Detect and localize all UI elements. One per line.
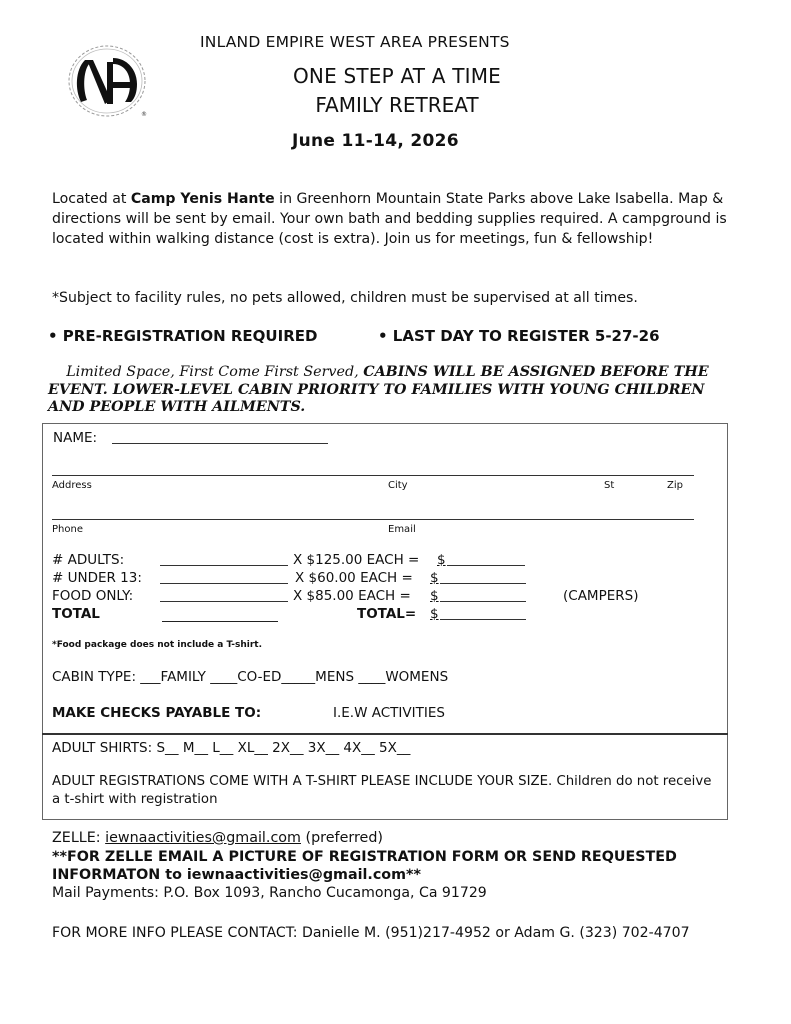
bullet-row [48,327,660,345]
zelle-preferred: (preferred) [300,830,384,846]
food-package-note: *Food package does not include a T-shirt. [52,640,263,650]
zelle-instructions: **FOR ZELLE EMAIL A PICTURE OF REGISTRATION FORM OR SEND REQUESTED INFORMATON to iewnaactivities@gmail.com** [52,849,677,883]
notice-bold: CABINS WILL BE ASSIGNED BEFORE THE EVENT. LOWER-LEVEL CABIN PRIORITY TO FAMILIES WITH YOUNG CHILDREN AND PEOPLE WITH AILMENTS. [48,364,709,415]
zelle-email-link[interactable]: iewnaactivities@gmail.com [105,830,301,846]
registered-mark: ® [141,111,147,118]
adults-qty-field[interactable] [160,565,288,566]
total-qty-field[interactable] [162,621,278,622]
city-label: City [388,480,408,491]
event-title-line2 [0,93,791,117]
intro-prefix: Located at [52,191,131,207]
food-only-qty-field[interactable] [160,601,288,602]
last-day-bullet: • LAST DAY TO REGISTER 5-27-26 [378,327,660,345]
total-eq-label: TOTAL= [357,606,417,622]
event-title-line1 [0,64,791,88]
adult-shirt-sizes[interactable]: ADULT SHIRTS: S__ M__ L__ XL__ 2X__ 3X__ 4X__ 5X__ [52,740,411,756]
email-label: Email [388,524,416,535]
event-title-line1-text: ONE STEP AT A TIME [292,64,501,88]
state-label: St [604,480,615,491]
campers-note: (CAMPERS) [563,588,639,604]
fee-price: X $60.00 EACH = [295,570,413,586]
camp-name: Camp Yenis Hante [130,191,275,207]
phone-email-field[interactable] [52,519,694,520]
name-field[interactable] [112,443,328,444]
fee-label: FOOD ONLY: [52,588,134,604]
fee-label: # UNDER 13: [52,570,142,586]
zip-label: Zip [667,480,683,491]
checks-payable-value: I.E.W ACTIVITIES [333,705,445,721]
fee-price: X $125.00 EACH = [293,552,420,568]
event-date: June 11-14, 2026 [292,131,459,151]
checks-payable-label: MAKE CHECKS PAYABLE TO: [52,705,262,721]
cabin-type-selector[interactable]: CABIN TYPE: ___FAMILY ____CO-ED_____MENS ____WOMENS [52,669,449,685]
form-divider [42,733,728,735]
total-label: TOTAL [52,606,100,622]
currency-symbol: $ [430,606,439,622]
food-only-amount-field[interactable] [440,601,526,602]
total-amount-field[interactable] [440,619,526,620]
currency-symbol: $ [430,588,439,604]
currency-symbol: $ [437,552,446,568]
mail-payments-address: Mail Payments: P.O. Box 1093, Rancho Cucamonga, Ca 91729 [52,885,487,901]
adults-amount-field[interactable] [447,565,525,566]
event-title-line2-text: FAMILY RETREAT [315,93,479,117]
shirt-note: ADULT REGISTRATIONS COME WITH A T-SHIRT PLEASE INCLUDE YOUR SIZE. Children do not receive a t-shirt with registration [52,774,712,807]
notice-plain: Limited Space, First Come First Served, [66,364,364,380]
zelle-line [52,830,383,846]
address-field[interactable] [52,475,694,476]
intro-body: in Greenhorn Mountain State Parks above Lake Isabella. Map & directions will be sent by email. Your own bath and bedding supplies required. A campground is located within walking distance (cost is extra). Join us for meetings, fun & fellowship! [52,191,727,247]
contact-info: FOR MORE INFO PLEASE CONTACT: Danielle M. (951)217-4952 or Adam G. (323) 702-4707 [52,925,690,941]
pre-registration-bullet: • PRE-REGISTRATION REQUIRED [48,327,318,345]
name-label: NAME: [53,430,98,446]
under13-amount-field[interactable] [440,583,526,584]
under13-qty-field[interactable] [160,583,288,584]
fee-label: # ADULTS: [52,552,125,568]
intro-paragraph [52,189,742,249]
currency-symbol: $ [430,570,439,586]
cabin-notice [48,364,738,417]
presenter-line: INLAND EMPIRE WEST AREA PRESENTS [200,33,510,51]
zelle-label: ZELLE: [52,830,106,846]
facility-rules-note: *Subject to facility rules, no pets allowed, children must be supervised at all times. [52,290,638,306]
phone-label: Phone [52,524,83,535]
fee-price: X $85.00 EACH = [293,588,411,604]
address-label: Address [52,480,92,491]
